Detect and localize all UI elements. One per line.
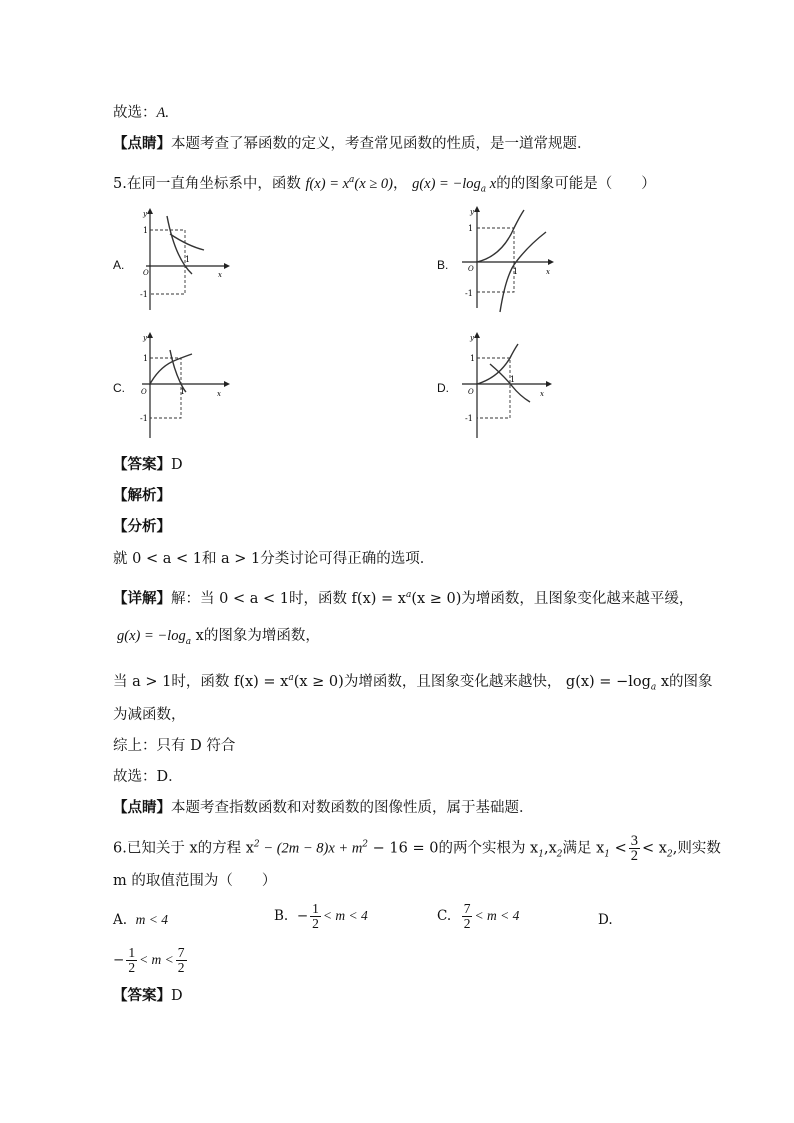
q6-option-c: C. $\frac{7}{2}$ < m < 4 xyxy=(437,901,520,931)
graph-c-curve-power xyxy=(150,354,192,384)
q6-answer-line: 【答案】D xyxy=(113,987,183,1004)
q6-option-d: − $\frac{1}{2}$ < m < $\frac{7}{2}$ xyxy=(113,945,185,975)
q6-stem-line-1: 6.已知关于 x的方程 $x^2 - (2m - 8)x + m^2 - 16 = 0$的两个实根为 $x_1,x_2$满足 $x_1$ < $\frac{3}{2}$ < $x_2$,则实数 xyxy=(113,833,721,864)
graph-a xyxy=(138,206,234,314)
graph-c-origin-label: O xyxy=(141,388,147,396)
graph-b-origin-label: O xyxy=(468,265,474,273)
graph-c-y-label: y xyxy=(143,334,147,342)
graph-b xyxy=(460,204,556,316)
graph-c-tick-1-x: 1 xyxy=(180,387,186,396)
q6-option-d-label: D. xyxy=(598,912,613,928)
graph-d xyxy=(460,330,556,442)
q5-analysis-tag: 【解析】 xyxy=(113,487,171,504)
graph-a-origin-label: O xyxy=(143,269,149,277)
q5-fenxi-text: 就 0 < a < 1和 a > 1分类讨论可得正确的选项． xyxy=(113,551,435,567)
graph-d-x-label: x xyxy=(540,390,544,398)
graph-d-origin-label: O xyxy=(468,388,474,396)
graph-b-tick-neg1: -1 xyxy=(465,289,473,298)
q5-summary: 综上：只有 D 符合 xyxy=(113,738,236,754)
q5-detail-line-3: 当 a > 1时，函数 $f(x) = x^a(x \ge 0)$为增函数，且图象变化越来越快， $g(x) = -\log_a$ x的图象 xyxy=(113,673,713,693)
q6-option-b: B. − $\frac{1}{2}$ < m < 4 xyxy=(274,901,368,931)
q5-comment: 【点睛】本题考查指数函数和对数函数的图像性质，属于基础题． xyxy=(113,799,534,816)
graph-c-tick-neg1: -1 xyxy=(140,414,148,423)
graph-d-tick-1-x: 1 xyxy=(510,375,516,384)
graph-a-y-label: y xyxy=(143,210,147,218)
q5-stem: 5.在同一直角坐标系中，函数 $f(x) = x^a(x \ge 0)$， $g(x) = -\log_a$ x的的图象可能是（ ） xyxy=(113,175,656,195)
q6-fraction: $\frac{3}{2}$ xyxy=(630,833,639,864)
graph-b-x-label: x xyxy=(546,268,550,276)
graph-c-tick-1-y: 1 xyxy=(143,354,149,363)
graph-a-x-label: x xyxy=(218,271,222,279)
graph-a-tick-1-y: 1 xyxy=(143,226,149,235)
graph-b-y-label: y xyxy=(470,208,474,216)
graph-d-label: D. xyxy=(437,381,449,395)
graph-a-label: A. xyxy=(113,258,125,272)
q5-detail-line-2: $g(x) = -\log_a$ x的图象为增函数， xyxy=(117,628,320,647)
graph-a-tick-1-x: 1 xyxy=(185,255,191,264)
prev-comment-line: 【点睛】本题考查了幂函数的定义，考查常见函数的性质，是一道常规题． xyxy=(113,135,592,152)
graph-b-label: B. xyxy=(437,258,449,272)
q5-detail-line-1: 【详解】解：当 0 < a < 1时，函数 $f(x) = x^a(x \ge 0)$为增函数，且图象变化越来越平缓， xyxy=(113,589,694,607)
graph-b-curve-power xyxy=(477,210,524,262)
q6-option-a: A. m < 4 xyxy=(113,912,168,928)
q6-stem-line-2: m 的取值范围为（ ） xyxy=(113,873,277,889)
graph-c-label: C. xyxy=(113,381,125,395)
q5-fenxi-tag: 【分析】 xyxy=(113,518,171,535)
graph-c-x-label: x xyxy=(217,390,221,398)
q5-detail-line-4: 为减函数， xyxy=(113,707,186,723)
graph-d-y-label: y xyxy=(470,334,474,342)
graph-b-curve-log xyxy=(500,232,546,312)
graph-d-tick-neg1: -1 xyxy=(465,414,473,423)
graph-b-tick-1-x: 1 xyxy=(513,267,519,276)
graph-d-tick-1-y: 1 xyxy=(470,354,476,363)
graph-c xyxy=(138,330,234,442)
graph-b-tick-1-y: 1 xyxy=(468,224,474,233)
prev-answer-line: 故选：A. xyxy=(113,105,169,121)
graph-a-tick-neg1: -1 xyxy=(140,290,148,299)
q5-answer-line: 【答案】D xyxy=(113,456,183,473)
q5-final: 故选：D． xyxy=(113,769,183,785)
